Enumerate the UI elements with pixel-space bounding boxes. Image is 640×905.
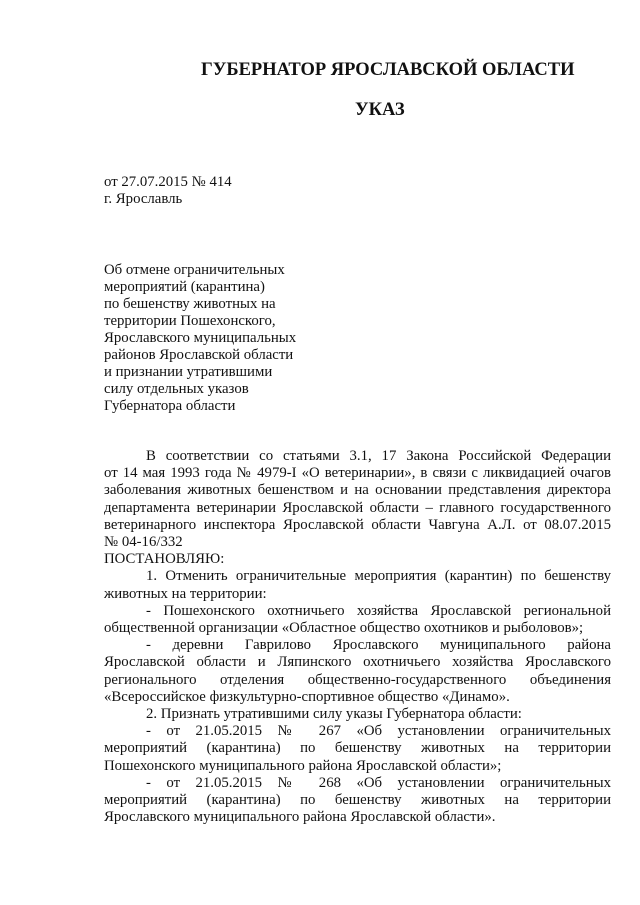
- governor-title: ГУБЕРНАТОР ЯРОСЛАВСКОЙ ОБЛАСТИ: [201, 60, 575, 80]
- subitem-line: Ярославского муниципального района Ярославской области».: [104, 809, 496, 826]
- document-body: [104, 448, 611, 826]
- item-line: 1. Отменить ограничительные мероприятия (карантин) по бешенству: [146, 568, 611, 585]
- subitem-line: - от 21.05.2015 № 267 «Об установлении ограничительных: [146, 723, 611, 740]
- preamble-line: № 04-16/332: [104, 534, 183, 551]
- subject-line: Губернатора области: [104, 398, 236, 414]
- preamble-line: В соответствии со статьями 3.1, 17 Закона Российской Федерации: [146, 448, 611, 464]
- preamble: [104, 448, 611, 551]
- subitem-line: общественной организации «Областное общество охотников и рыболовов»;: [104, 620, 584, 637]
- preamble-line: от 14 мая 1993 года № 4979-I «О ветеринарии», в связи с ликвидацией очагов: [104, 465, 611, 482]
- subject-line: силу отдельных указов: [104, 381, 249, 397]
- subject-line: Ярославского муниципальных: [104, 330, 297, 346]
- decree-item-2: [104, 706, 611, 826]
- preamble-line: заболевания животных бешенством и на основании представления директора: [104, 482, 611, 499]
- subject-line: мероприятий (карантина): [104, 279, 265, 295]
- preamble-line: департамента ветеринарии Ярославской области – главного государственного: [104, 499, 611, 516]
- preamble-line: ветеринарного инспектора Ярославской области Чавгуна А.Л. от 08.07.2015: [104, 516, 611, 533]
- date-number: от 27.07.2015 № 414: [104, 174, 232, 190]
- subitem-line: мероприятий (карантина) по бешенству животных на территории: [104, 740, 611, 757]
- subitem-line: мероприятий (карантина) по бешенству животных на территории: [104, 792, 611, 809]
- subject-line: районов Ярославской области: [104, 347, 294, 363]
- item-line: животных на территории:: [104, 585, 267, 602]
- subitem-line: «Всероссийское физкультурно-спортивное общество «Динамо».: [104, 688, 510, 705]
- document-type: УКАЗ: [355, 100, 405, 120]
- decree-word: ПОСТАНОВЛЯЮ:: [104, 551, 225, 568]
- subitem-line: регионального отделения общественно-государственного объединения: [104, 671, 611, 688]
- subject-line: территории Пошехонского,: [104, 313, 276, 329]
- subitem-line: - деревни Гаврилово Ярославского муниципального района: [146, 637, 611, 654]
- subitem-line: - Пошехонского охотничьего хозяйства Ярославской региональной: [146, 602, 611, 619]
- city: г. Ярославль: [104, 191, 183, 207]
- decree-item-1: [104, 568, 611, 706]
- item-line: 2. Признать утратившими силу указы Губернатора области:: [146, 706, 522, 723]
- subitem-line: Ярославской области и Ляпинского охотничьего хозяйства Ярославского: [104, 654, 611, 671]
- subject-line: Об отмене ограничительных: [104, 262, 285, 278]
- subject-line: и признании утратившими: [104, 364, 273, 380]
- subitem-line: Пошехонского муниципального района Ярославской области»;: [104, 757, 502, 774]
- subject-block: [104, 262, 296, 415]
- subject-line: по бешенству животных на: [104, 296, 276, 312]
- subitem-line: - от 21.05.2015 № 268 «Об установлении ограничительных: [146, 774, 611, 791]
